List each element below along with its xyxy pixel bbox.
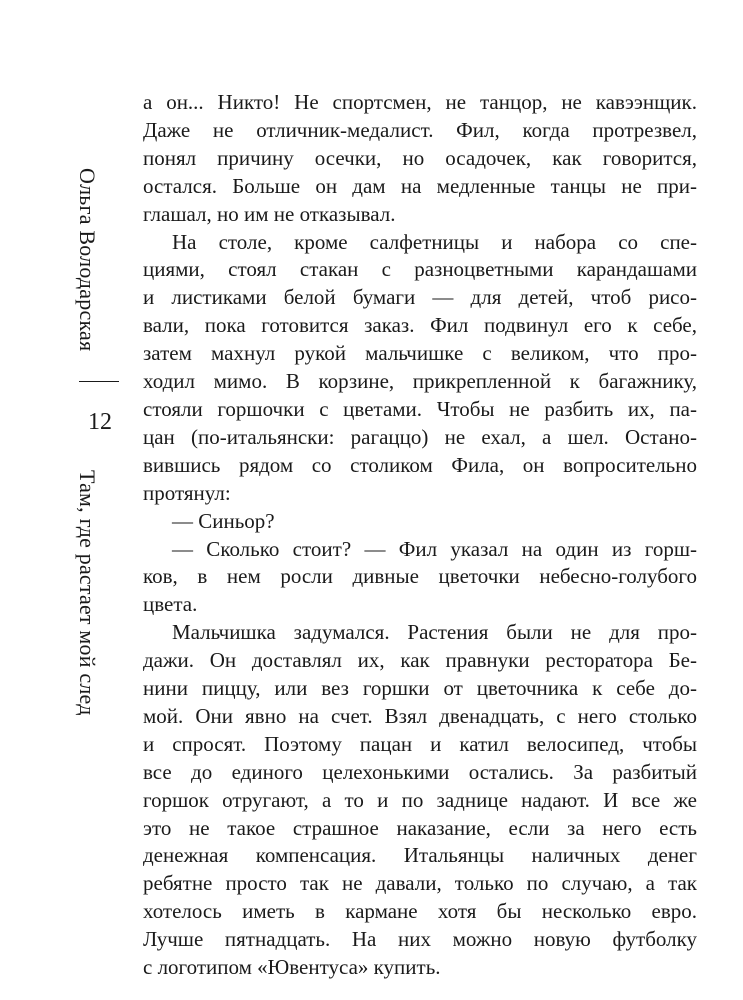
text-line: — Синьор? bbox=[172, 508, 275, 533]
text-line: глашал, но им не отказывал. bbox=[143, 201, 396, 226]
text-line: Мальчишка задумался. Растения были не для про- bbox=[172, 620, 697, 645]
text-line: хотелось иметь в кармане хотя бы несколько евро. bbox=[143, 899, 697, 924]
text-line: циями, стоял стакан с разноцветными карандашами bbox=[143, 257, 697, 282]
text-line: мой. Они явно на счет. Взял двенадцать, с него столько bbox=[143, 703, 697, 728]
text-line: это не такое страшное наказание, если за него есть bbox=[143, 815, 697, 840]
text-line: ходил мимо. В корзине, прикрепленной к багажнику, bbox=[143, 369, 697, 394]
text-line: цвета. bbox=[143, 592, 198, 617]
body-text bbox=[143, 89, 697, 982]
text-line: денежная компенсация. Итальянцы наличных денег bbox=[143, 843, 697, 868]
text-line: и спросят. Поэтому пацан и катил велосипед, чтобы bbox=[143, 731, 697, 756]
text-line: все до единого целехонькими остались. За разбитый bbox=[143, 759, 697, 784]
text-line: — Сколько стоит? — Фил указал на один из горш- bbox=[172, 536, 697, 561]
text-line: и листиками белой бумаги — для детей, чтоб рисо- bbox=[143, 285, 697, 310]
text-line: а он... Никто! Не спортсмен, не танцор, не кавээнщик. bbox=[143, 90, 697, 114]
page-number: 12 bbox=[88, 409, 112, 435]
text-line: дажи. Он доставлял их, как правнуки ресторатора Бе- bbox=[143, 648, 697, 673]
text-line: Даже не отличник-медалист. Фил, когда протрезвел, bbox=[143, 117, 697, 142]
text-line: ребятне просто так не давали, только по случаю, а так bbox=[143, 871, 697, 896]
running-head-author: Ольга Володарская bbox=[75, 168, 100, 352]
text-line: вали, пока готовится заказ. Фил подвинул его к себе, bbox=[143, 313, 697, 338]
text-line: ков, в нем росли дивные цветочки небесно-голубого bbox=[143, 564, 697, 589]
text-line: горшок отругают, а то и по заднице надают. И все же bbox=[143, 787, 697, 812]
text-line: с логотипом «Ювентуса» купить. bbox=[143, 955, 441, 980]
text-line: затем махнул рукой мальчишке с великом, что про- bbox=[143, 341, 697, 366]
running-head-book-title: Там, где растает мой след bbox=[75, 470, 100, 716]
text-line: Лучше пятнадцать. На них можно новую футболку bbox=[143, 927, 697, 952]
running-head-divider bbox=[79, 381, 119, 382]
text-line: На столе, кроме салфетницы и набора со спе- bbox=[172, 229, 697, 254]
text-line: остался. Больше он дам на медленные танцы не при- bbox=[143, 173, 697, 198]
text-line: стояли горшочки с цветами. Чтобы не разбить их, па- bbox=[143, 396, 697, 421]
text-line: вившись рядом со столиком Фила, он вопросительно bbox=[143, 452, 697, 477]
text-line: понял причину осечки, но осадочек, как говорится, bbox=[143, 145, 697, 170]
text-line: нини пиццу, или вез горшки от цветочника к себе до- bbox=[143, 676, 697, 701]
text-line: протянул: bbox=[143, 480, 231, 505]
text-line: цан (по-итальянски: рагаццо) не ехал, а шел. Остано- bbox=[143, 424, 697, 449]
